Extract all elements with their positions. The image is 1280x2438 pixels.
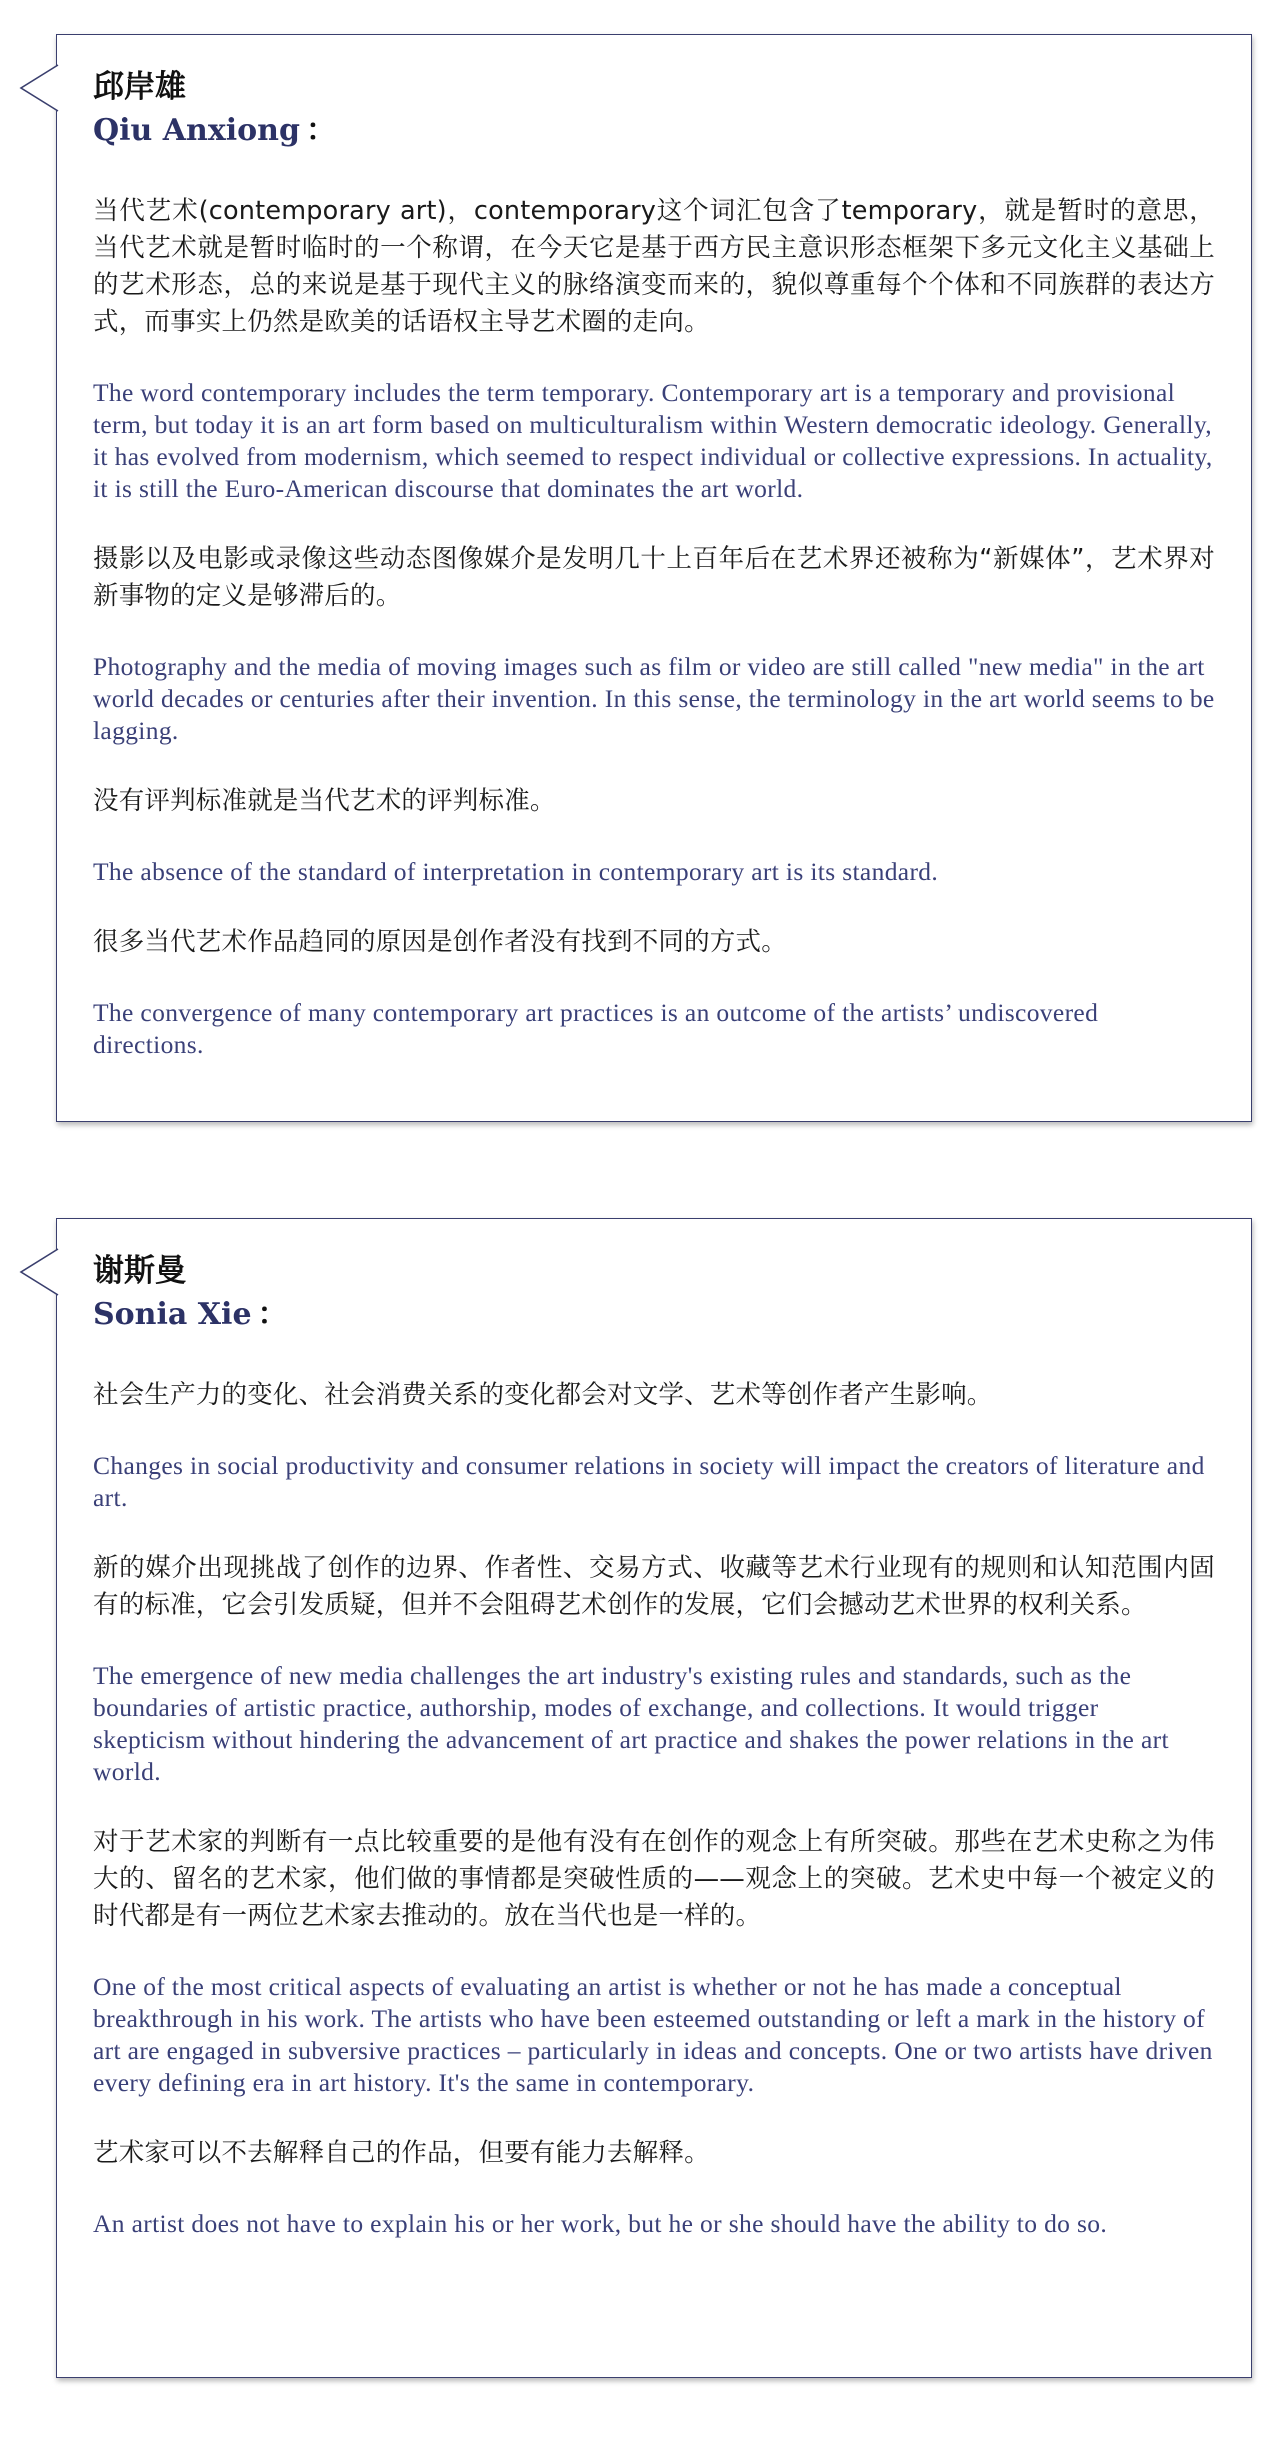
speaker-name-english xyxy=(93,109,1215,153)
paragraph-chinese: 没有评判标准就是当代艺术的评判标准。 xyxy=(93,786,556,816)
paragraph-chinese: 社会生产力的变化、社会消费关系的变化都会对文学、艺术等创作者产生影响。 xyxy=(93,1380,993,1410)
paragraph-english: Changes in social productivity and consumer relations in society will impact the creators of literature and art. xyxy=(93,1451,1205,1512)
paragraph-chinese: 艺术家可以不去解释自己的作品，但要有能力去解释。 xyxy=(93,2138,710,2168)
paragraph-english: The word contemporary includes the term temporary. Contemporary art is a temporary and provisional term, but today it is an art form based on multiculturalism within Western democratic ideology. Generally, it has evolved from modernism, which seemed to respect individual or collective expressions. In actuality, it is still the Euro-American discourse that dominates the art world. xyxy=(93,378,1213,503)
paragraph-english: The absence of the standard of interpretation in contemporary art is its standard. xyxy=(93,857,939,886)
paragraph-chinese: 新的媒介出现挑战了创作的边界、作者性、交易方式、收藏等艺术行业现有的规则和认知范围内固有的标准，它会引发质疑，但并不会阻碍艺术创作的发展，它们会撼动艺术世界的权利关系。 xyxy=(93,1553,1215,1620)
paragraph-english: Photography and the media of moving images such as film or video are still called "new media" in the art world decades or centuries after their invention. In this sense, the terminology in the art world seems to be lagging. xyxy=(93,652,1215,745)
speaker-colon: ： xyxy=(305,113,336,148)
paragraph-english: The convergence of many contemporary art practices is an outcome of the artists’ undiscovered directions. xyxy=(93,998,1099,1059)
paragraph-chinese: 很多当代艺术作品趋同的原因是创作者没有找到不同的方式。 xyxy=(93,927,787,957)
speaker-name-chinese: 谢斯曼 xyxy=(93,1253,186,1289)
paragraph-chinese: 摄影以及电影或录像这些动态图像媒介是发明几十上百年后在艺术界还被称为“新媒体”，艺术界对新事物的定义是够滞后的。 xyxy=(93,544,1215,611)
paragraph-chinese: 当代艺术(contemporary art)，contemporary这个词汇包含了temporary，就是暂时的意思，当代艺术就是暂时临时的一个称谓，在今天它是基于西方民主意识形态框架下多元文化主义基础上的艺术形态，总的来说是基于现代主义的脉络演变而来的，貌似尊重每个个体和不同族群的表达方式，而事实上仍然是欧美的话语权主导艺术圈的走向。 xyxy=(93,196,1215,337)
paragraph-chinese: 对于艺术家的判断有一点比较重要的是他有没有在创作的观念上有所突破。那些在艺术史称之为伟大的、留名的艺术家，他们做的事情都是突破性质的——观念上的突破。艺术史中每一个被定义的时代都是有一两位艺术家去推动的。放在当代也是一样的。 xyxy=(93,1827,1215,1931)
speaker-name-chinese: 邱岸雄 xyxy=(93,69,186,105)
quote-card-qiu-anxiong xyxy=(56,34,1252,1122)
speaker-name-english-text: Sonia Xie xyxy=(93,1297,252,1332)
speech-pointer-icon xyxy=(19,65,59,111)
speaker-name-english-text: Qiu Anxiong xyxy=(93,113,300,148)
speech-pointer-icon xyxy=(19,1249,59,1295)
speaker-name-english xyxy=(93,1293,1215,1337)
paragraph-english: The emergence of new media challenges the art industry's existing rules and standards, such as the boundaries of artistic practice, authorship, modes of exchange, and collections. It would trigger skepticism without hindering the advancement of art practice and shakes the power relations in the art world. xyxy=(93,1661,1169,1786)
paragraph-english: One of the most critical aspects of evaluating an artist is whether or not he has made a conceptual breakthrough in his work. The artists who have been esteemed outstanding or left a mark in the history of art are engaged in subversive practices – particularly in ideas and concepts. One or two artists have driven every defining era in art history. It's the same in contemporary. xyxy=(93,1972,1213,2097)
quote-card-sonia-xie xyxy=(56,1218,1252,2378)
paragraph-english: An artist does not have to explain his or her work, but he or she should have the ability to do so. xyxy=(93,2209,1108,2238)
speaker-colon: ： xyxy=(257,1297,288,1332)
